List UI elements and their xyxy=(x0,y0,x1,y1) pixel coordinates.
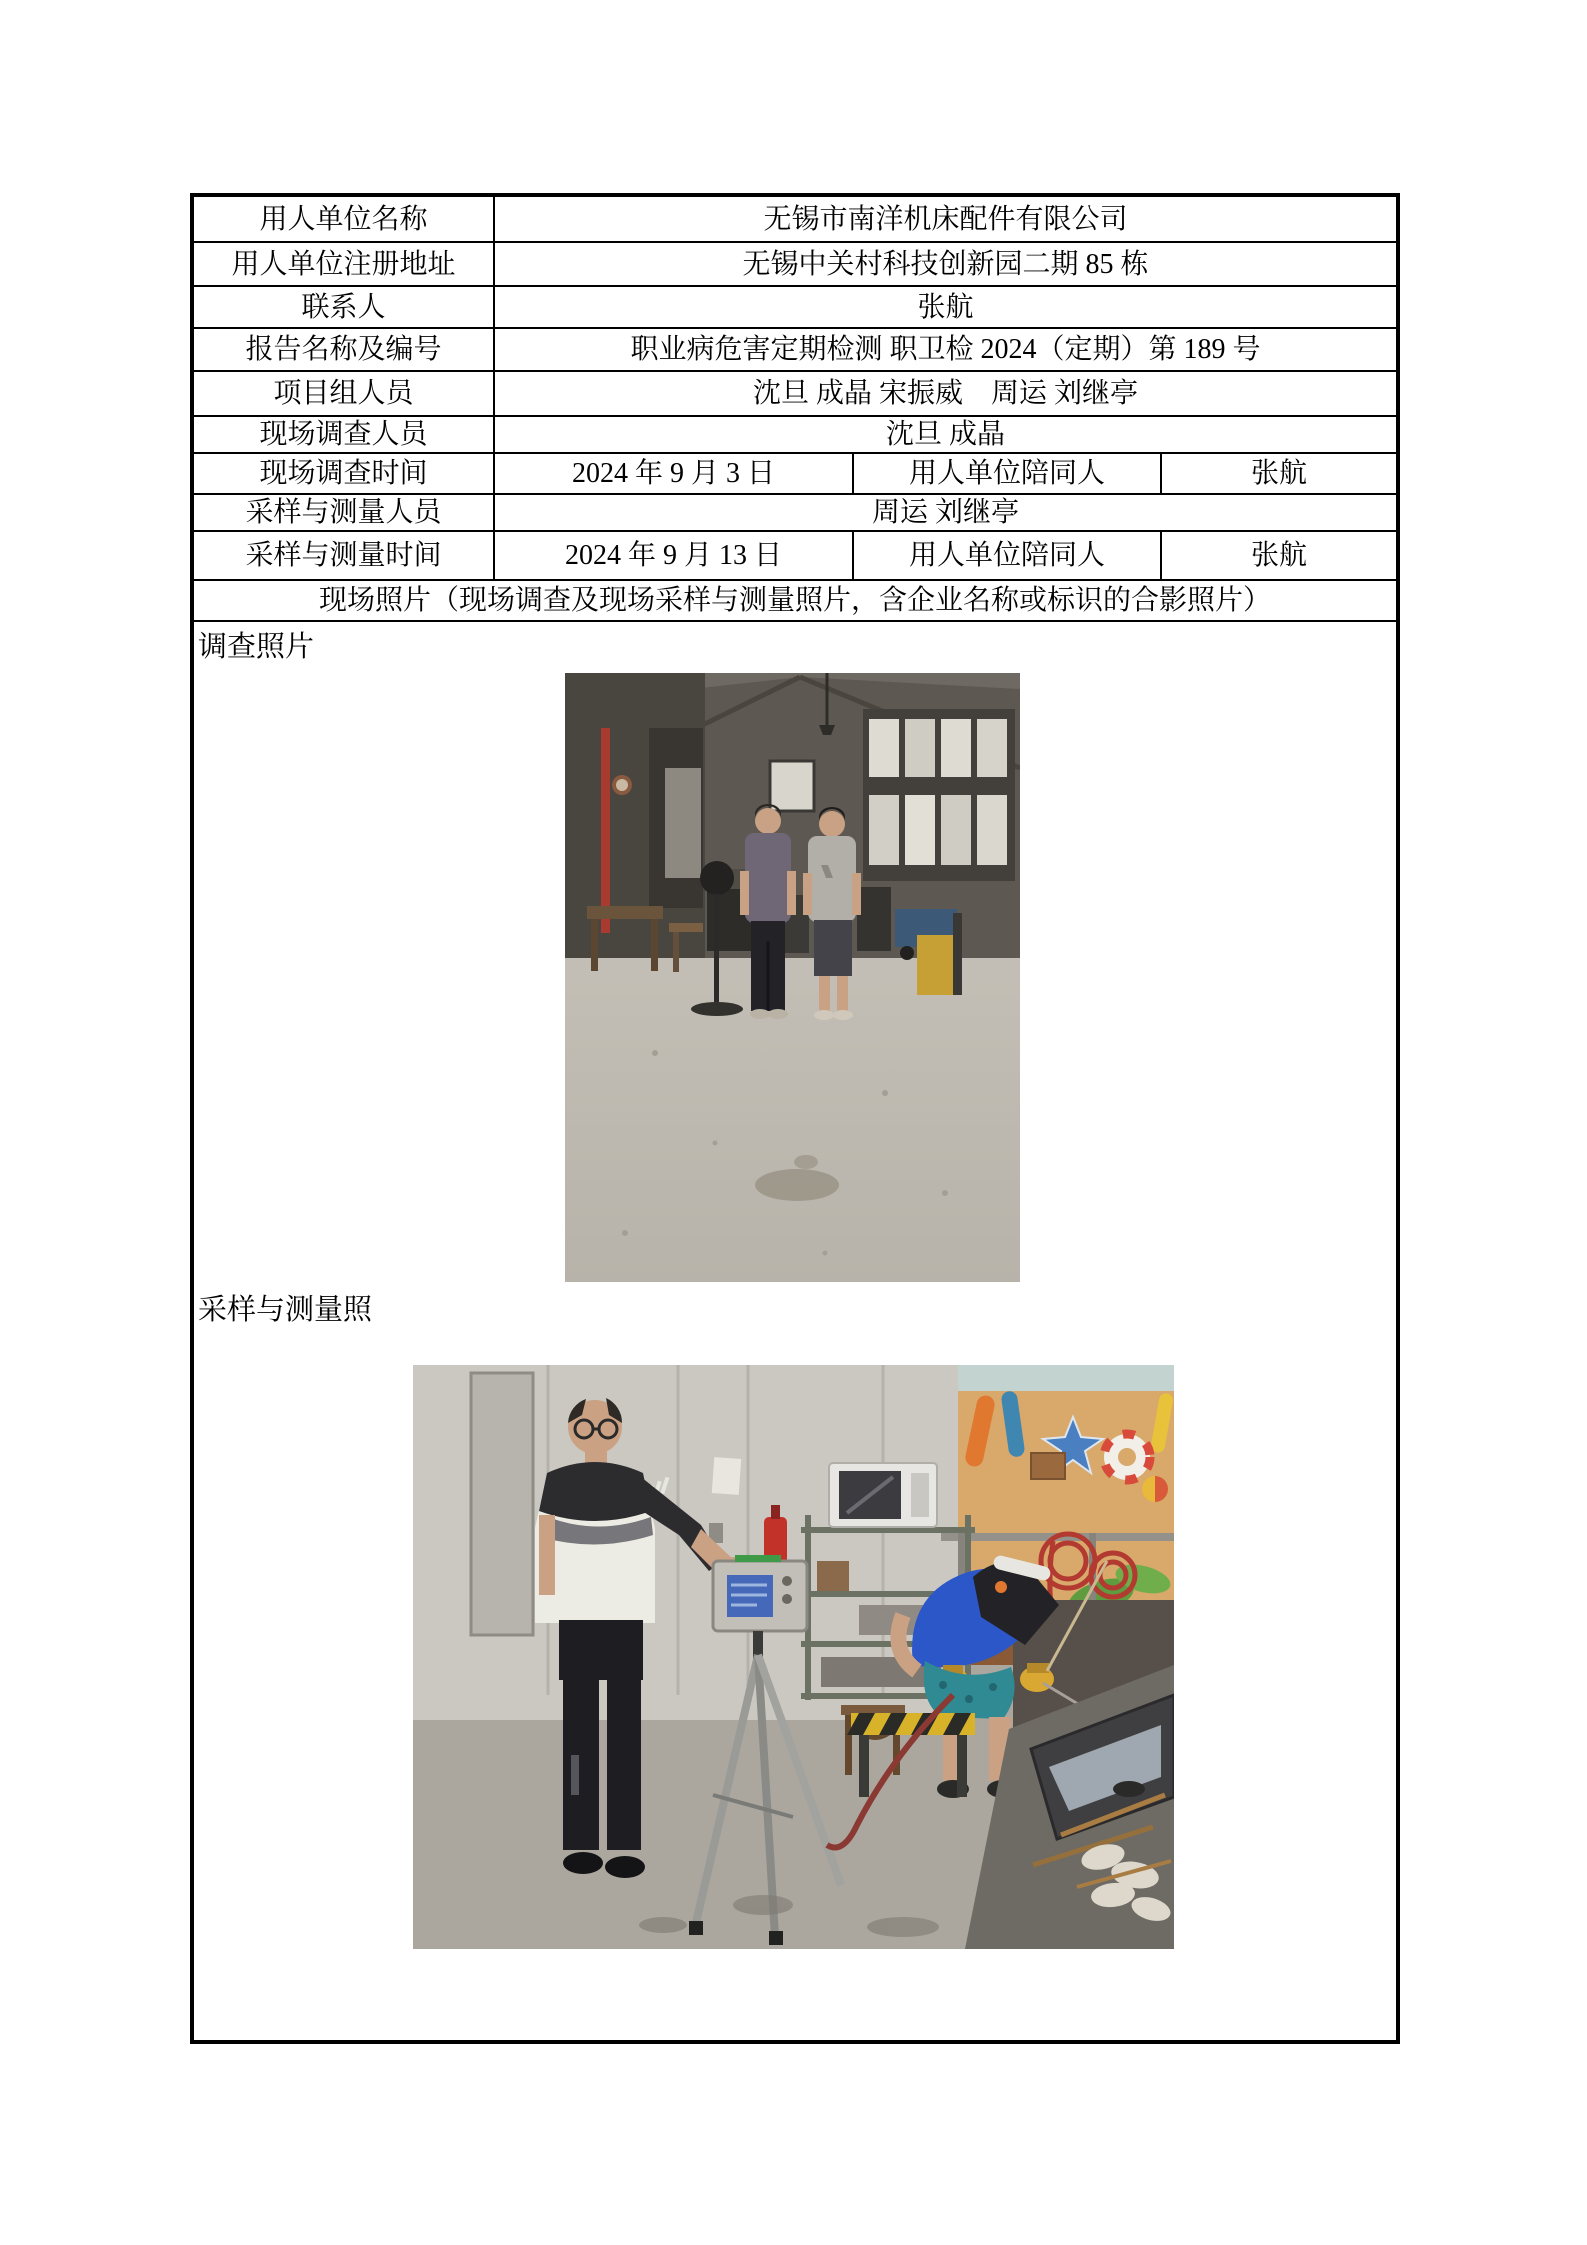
shoe xyxy=(750,1009,770,1019)
row-label-sampling-date: 采样与测量时间 xyxy=(192,531,494,580)
door xyxy=(471,1373,533,1635)
row-label-site-survey-date: 现场调查时间 xyxy=(192,453,494,494)
sampling-date-value: 2024 年 9 月 13 日 xyxy=(494,531,853,580)
shoe xyxy=(768,1009,788,1019)
row-label-company-name: 用人单位名称 xyxy=(192,195,494,242)
wall-panel xyxy=(665,768,701,878)
table-row xyxy=(192,242,1398,286)
table-row xyxy=(192,453,1398,494)
table-row xyxy=(192,328,1398,371)
wall-note xyxy=(712,1457,741,1495)
inspection-info-table xyxy=(190,193,1400,2044)
table-row xyxy=(192,494,1398,531)
table-row xyxy=(192,195,1398,242)
shoe xyxy=(563,1852,603,1874)
site-survey-date-value: 2024 年 9 月 3 日 xyxy=(494,453,853,494)
sampling-photos-label: 采样与测量照 xyxy=(198,1294,373,1326)
photos-cell xyxy=(192,621,1398,2042)
row-label-sampling-personnel: 采样与测量人员 xyxy=(192,494,494,531)
left-arm xyxy=(539,1515,555,1595)
row-label-contact-person: 联系人 xyxy=(192,286,494,328)
companion-value: 张航 xyxy=(1161,453,1398,494)
sampling-personnel-value: 周运 刘继亭 xyxy=(494,494,1398,531)
leg xyxy=(819,976,830,1012)
row-label-project-team: 项目组人员 xyxy=(192,371,494,416)
instrument-top-strip xyxy=(735,1555,781,1562)
red-pipe xyxy=(601,728,610,933)
small-window xyxy=(770,761,814,811)
tshirt-black-upper xyxy=(539,1462,651,1521)
row-label-report-name-number: 报告名称及编号 xyxy=(192,328,494,371)
table-row xyxy=(192,416,1398,453)
project-team-value: 沈旦 成晶 宋振威 周运 刘继亭 xyxy=(494,371,1398,416)
sampling-photo xyxy=(413,1365,1174,1949)
wood-box xyxy=(1031,1453,1065,1479)
arm xyxy=(787,871,796,915)
companion-label: 用人单位陪同人 xyxy=(853,531,1161,580)
arm xyxy=(803,873,812,915)
box-on-shelf xyxy=(817,1561,849,1591)
leg xyxy=(837,976,848,1012)
gray-tshirt xyxy=(808,836,856,922)
company-name-value: 无锡市南洋机床配件有限公司 xyxy=(494,195,1398,242)
survey-photos-label: 调查照片 xyxy=(198,631,315,663)
site-survey-personnel-value: 沈旦 成晶 xyxy=(494,416,1398,453)
arm xyxy=(852,873,861,915)
report-name-number-value: 职业病危害定期检测 职卫检 2024（定期）第 189 号 xyxy=(494,328,1398,371)
dark-shorts xyxy=(814,920,852,976)
pant-logo-stripe xyxy=(571,1755,579,1795)
arm xyxy=(740,871,749,915)
contact-person-value: 张航 xyxy=(494,286,1398,328)
head xyxy=(755,808,781,834)
companion-value: 张航 xyxy=(1161,531,1398,580)
sampling-instrument xyxy=(713,1555,807,1631)
sampling-photo-graphic xyxy=(413,1365,1174,1949)
shoe xyxy=(833,1010,853,1020)
table-row xyxy=(192,371,1398,416)
table-row xyxy=(192,531,1398,580)
shoe xyxy=(814,1010,834,1020)
companion-label: 用人单位陪同人 xyxy=(853,453,1161,494)
track-pants xyxy=(559,1620,643,1680)
survey-photo xyxy=(565,673,1020,1282)
table-row xyxy=(192,580,1398,621)
row-label-site-survey-personnel: 现场调查人员 xyxy=(192,416,494,453)
instrument-knob xyxy=(782,1576,792,1586)
metal-puck xyxy=(1113,1781,1145,1797)
row-label-registered-address: 用人单位注册地址 xyxy=(192,242,494,286)
survey-photo-graphic xyxy=(565,673,1020,1282)
table-row xyxy=(192,286,1398,328)
purple-tshirt xyxy=(745,833,791,923)
headgear-knob xyxy=(995,1581,1007,1593)
instrument-knob xyxy=(782,1594,792,1604)
photos-section-header: 现场照片（现场调查及现场采样与测量照片，含企业名称或标识的合影照片） xyxy=(192,580,1398,621)
head xyxy=(819,811,845,837)
registered-address-value: 无锡中关村科技创新园二期 85 栋 xyxy=(494,242,1398,286)
table-row xyxy=(192,621,1398,2042)
microwave-oven xyxy=(829,1463,937,1527)
shoe xyxy=(605,1856,645,1878)
